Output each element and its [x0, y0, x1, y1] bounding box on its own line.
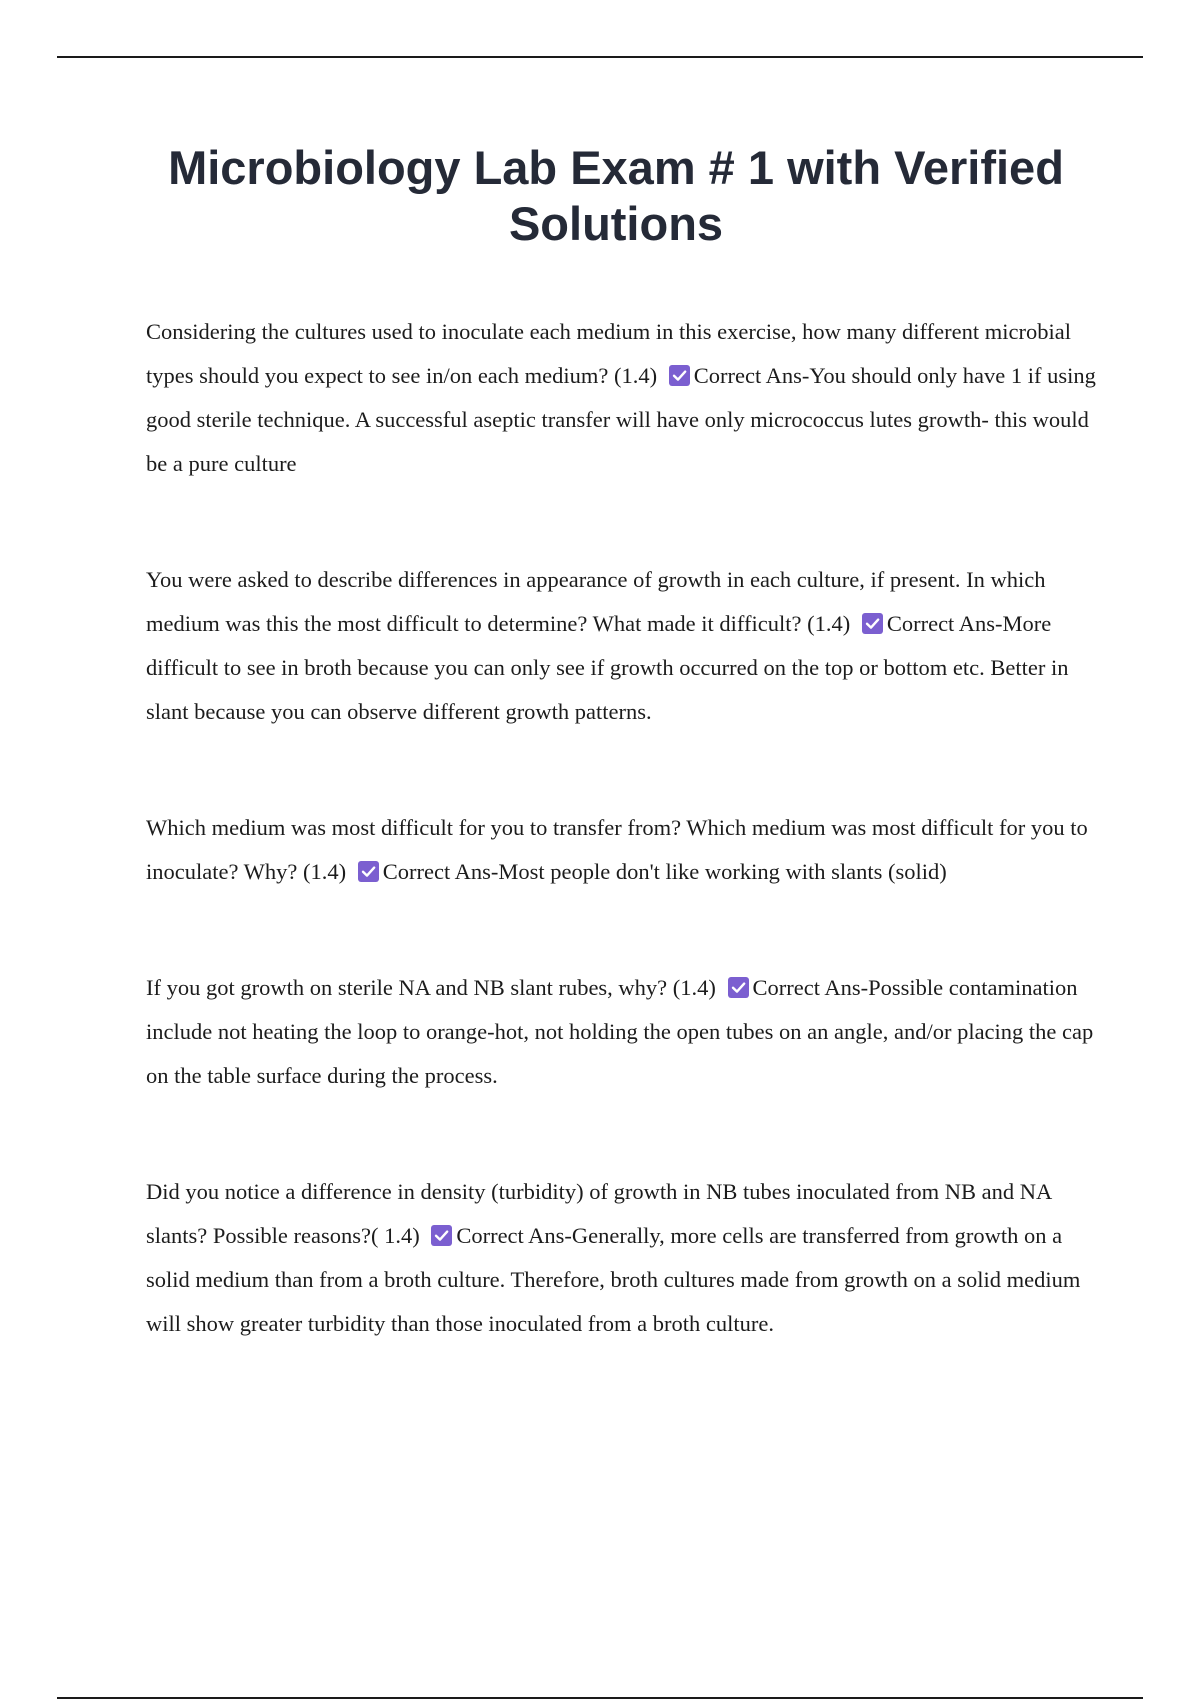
- checkmark-box-icon: [431, 1225, 452, 1246]
- qa-item-3: [146, 806, 1096, 894]
- answer-text: Correct Ans-Generally, more cells are transferred from growth on a solid medium than from a broth culture. Therefore, broth cultures made from growth on a solid medium will show greater turbidity than those inoculated from a broth culture.: [146, 1223, 1081, 1336]
- question-text: If you got growth on sterile NA and NB slant rubes, why? (1.4): [146, 975, 716, 1000]
- qa-item-4: [146, 966, 1096, 1098]
- checkmark-box-icon: [728, 977, 749, 998]
- header-divider: [57, 56, 1143, 58]
- qa-list: [146, 310, 1096, 1346]
- question-text: Did you notice a difference in density (turbidity) of growth in NB tubes inoculated from NB and NA slants? Possible reasons?( 1.4): [146, 1179, 1052, 1248]
- checkmark-box-icon: [358, 861, 379, 882]
- question-text: You were asked to describe differences in appearance of growth in each culture, if present. In which medium was this the most difficult to determine? What made it difficult? (1.4): [146, 567, 1046, 636]
- answer-text: Correct Ans-You should only have 1 if using good sterile technique. A successful aseptic transfer will have only micrococcus lutes growth- this would be a pure culture: [146, 363, 1096, 476]
- qa-item-5: [146, 1170, 1096, 1346]
- answer-text: Correct Ans-Most people don't like working with slants (solid): [382, 859, 947, 884]
- checkmark-box-icon: [862, 613, 883, 634]
- answer-text: Correct Ans-Possible contamination include not heating the loop to orange-hot, not holding the open tubes on an angle, and/or placing the cap on the table surface during the process.: [146, 975, 1094, 1088]
- page-title: Microbiology Lab Exam # 1 with Verified Solutions: [168, 141, 1064, 250]
- qa-item-1: [146, 310, 1096, 486]
- footer-divider: [57, 1697, 1143, 1699]
- question-text: Considering the cultures used to inoculate each medium in this exercise, how many different microbial types should you expect to see in/on each medium? (1.4): [146, 319, 1071, 388]
- checkmark-box-icon: [669, 365, 690, 386]
- qa-item-2: [146, 558, 1096, 734]
- question-text: Which medium was most difficult for you to transfer from? Which medium was most difficult for you to inoculate? Why? (1.4): [146, 815, 1088, 884]
- answer-text: Correct Ans-More difficult to see in broth because you can only see if growth occurred on the top or bottom etc. Better in slant because you can observe different growth patterns.: [146, 611, 1069, 724]
